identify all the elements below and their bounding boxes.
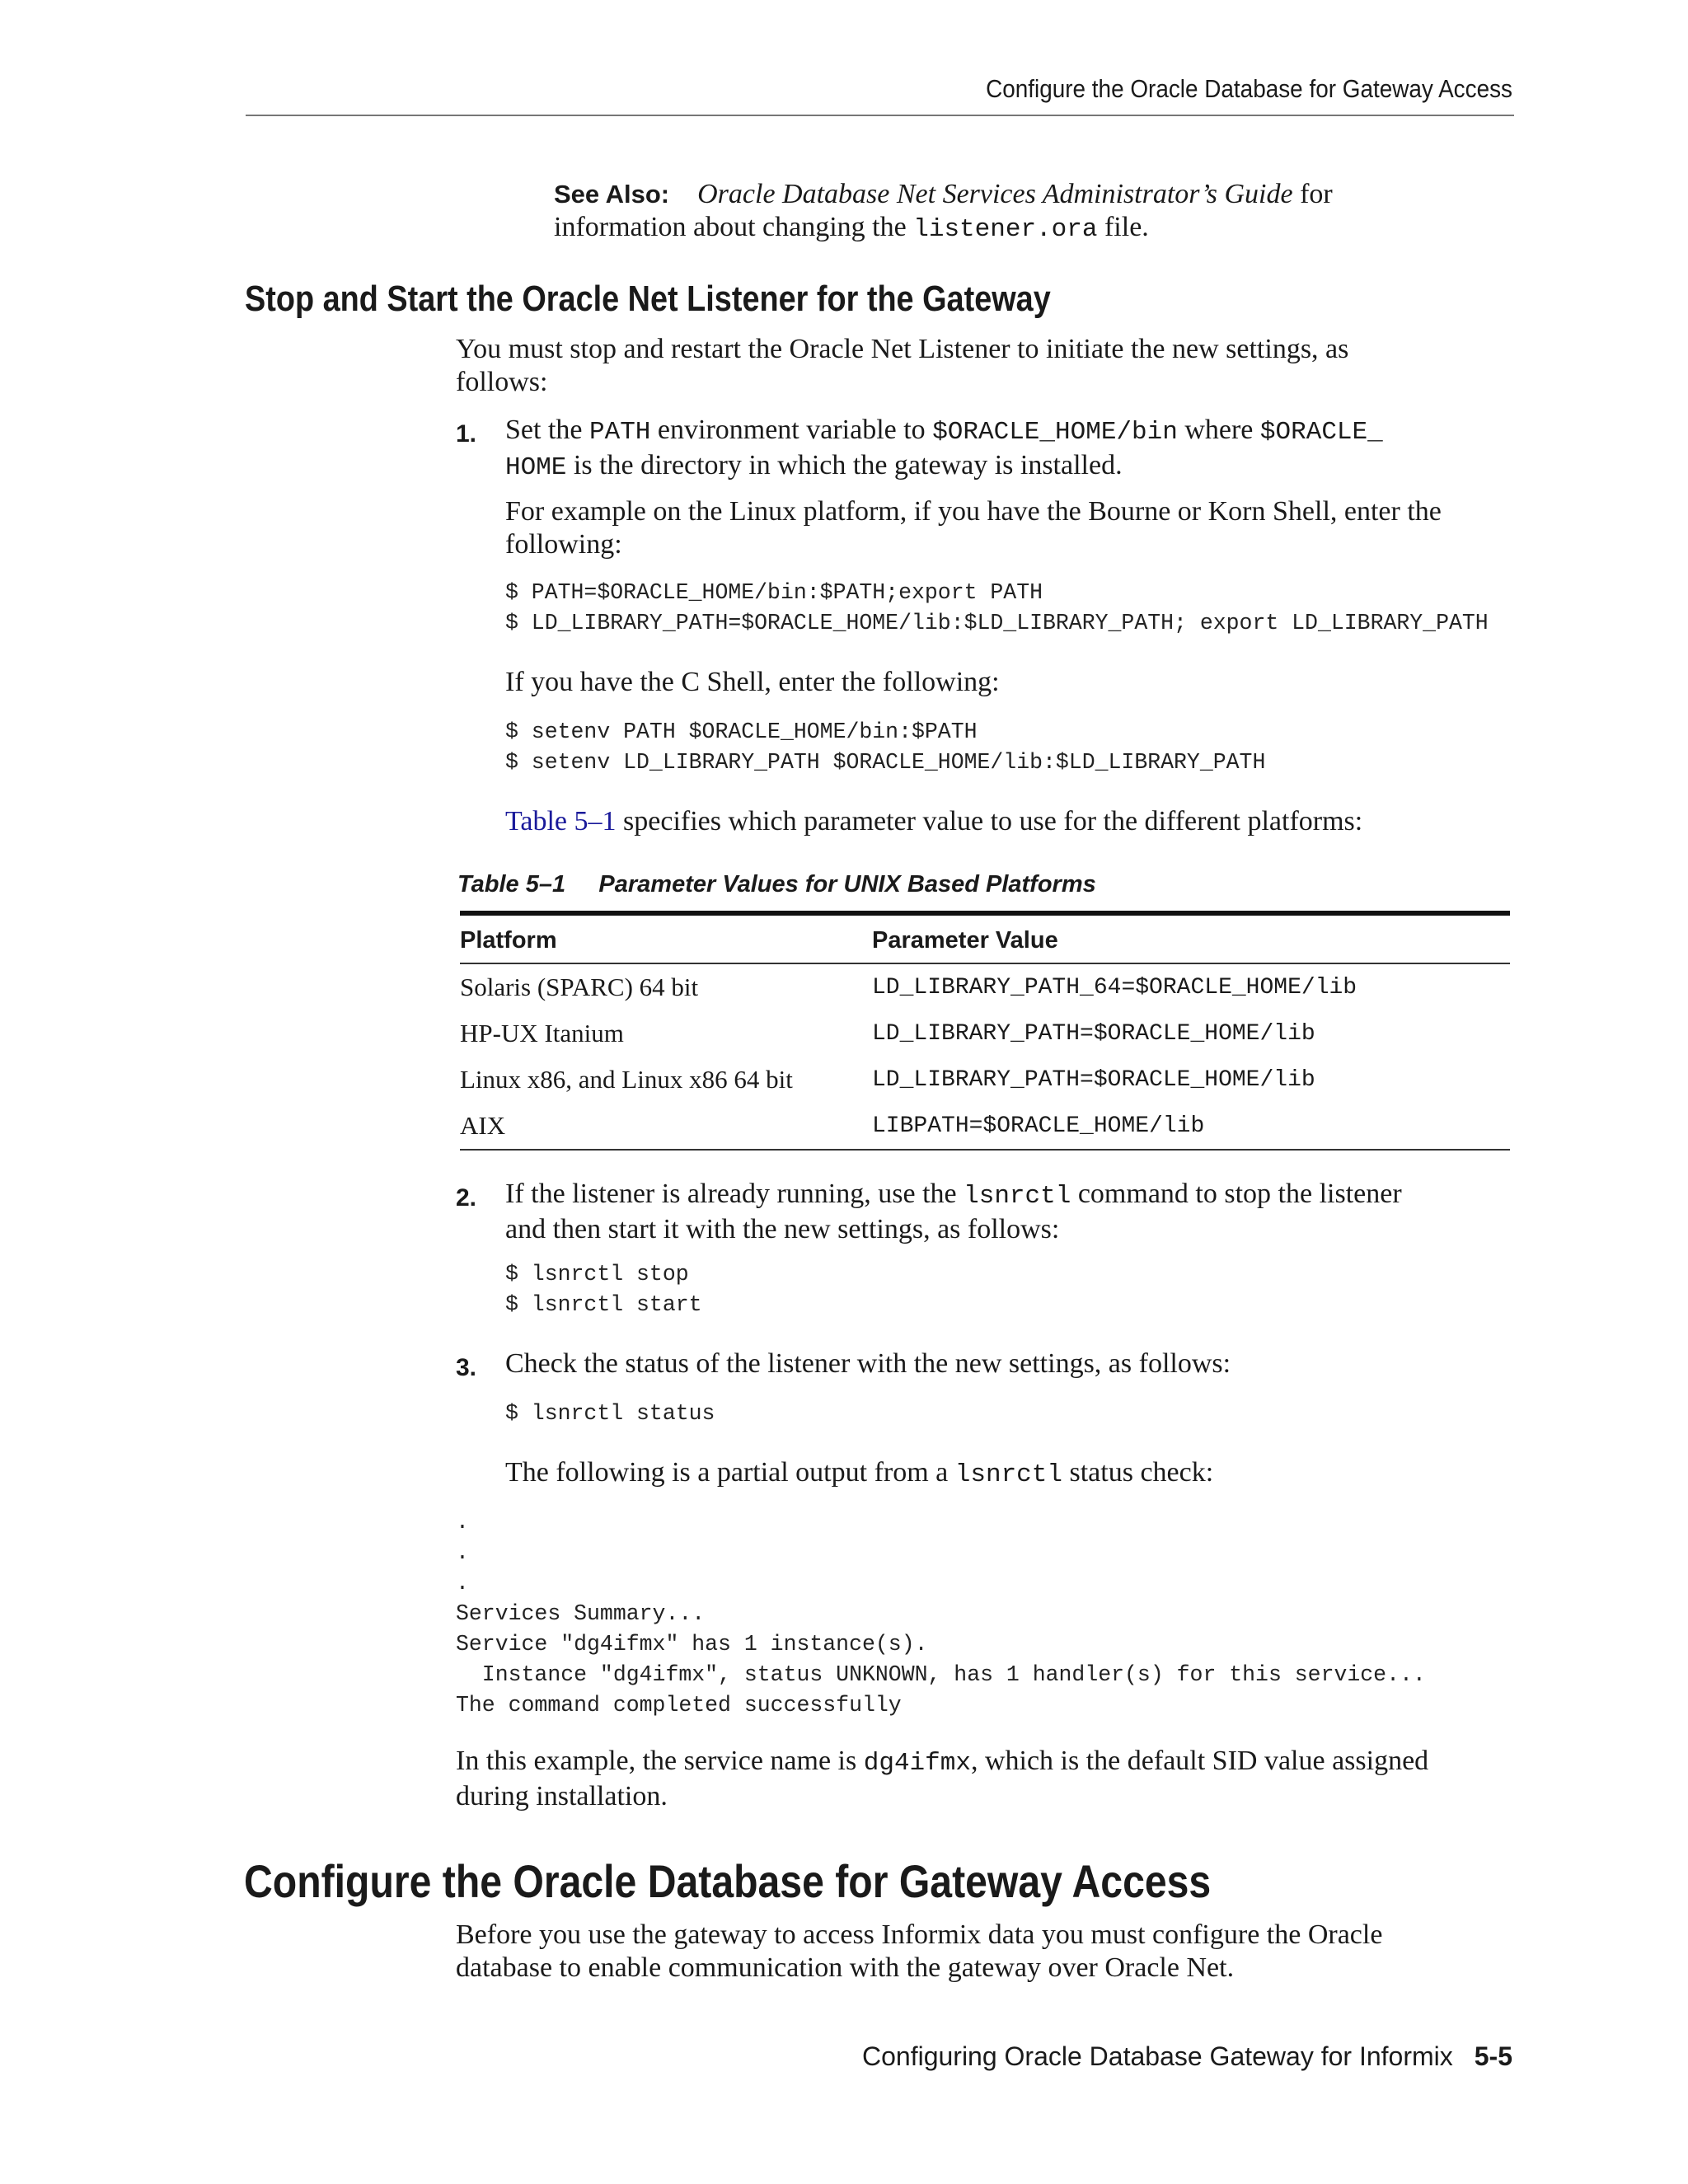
parameter-value-cell: LD_LIBRARY_PATH=$ORACLE_HOME/lib (872, 1020, 1315, 1047)
step1-text-part: Set the (505, 415, 589, 445)
step2-text (505, 1178, 1519, 1246)
service-name: dg4ifmx (863, 1749, 971, 1778)
section2-line: Before you use the gateway to access Informix data you must configure the Oracle (456, 1919, 1383, 1950)
table-row (460, 963, 1510, 1010)
step-number: 2. (456, 1184, 477, 1212)
step2-text-part: and then start it with the new settings, as follows: (505, 1214, 1060, 1244)
see-also-text: file. (1097, 212, 1149, 242)
oracle-home-var: $ORACLE_ (1259, 418, 1383, 447)
step1-example (505, 495, 1519, 561)
table-reference-text (505, 805, 1362, 838)
partial-output-part: status check: (1062, 1457, 1214, 1488)
note-part: during installation. (456, 1781, 668, 1811)
oracle-home-bin: $ORACLE_HOME/bin (932, 418, 1178, 447)
step1-text-part: is the directory in which the gateway is installed. (566, 450, 1123, 480)
section-intro (456, 333, 1519, 399)
table-row (460, 1057, 1510, 1103)
page-footer (247, 2041, 1512, 2072)
example-line: For example on the Linux platform, if you have the Bourne or Korn Shell, enter the (505, 496, 1442, 527)
step2-text-part: If the listener is already running, use the (505, 1179, 964, 1209)
platform-cell: Solaris (SPARC) 64 bit (460, 972, 699, 1001)
header-rule (246, 115, 1514, 116)
bourne-shell-code: $ PATH=$ORACLE_HOME/bin:$PATH;export PATH $ LD_LIBRARY_PATH=$ORACLE_HOME/lib:$LD_LIBRARY_PATH; export LD_LIBRARY_PATH (505, 580, 1489, 635)
footer-book-title: Configuring Oracle Database Gateway for Informix (861, 2041, 1453, 2071)
parameter-value-cell: LIBPATH=$ORACLE_HOME/lib (872, 1103, 1510, 1150)
table-caption (457, 871, 1096, 898)
partial-output-part: The following is a partial output from a (505, 1457, 955, 1488)
table-link[interactable]: Table 5–1 (505, 806, 617, 837)
note-part: , which is the default SID value assigned (970, 1746, 1429, 1776)
lsnrctl-stop-start-code: $ lsnrctl stop $ lsnrctl start (505, 1262, 702, 1317)
lsnrctl-status-code: $ lsnrctl status (505, 1401, 715, 1426)
section2-line: database to enable communication with the gateway over Oracle Net. (456, 1952, 1235, 1983)
platform-cell: AIX (460, 1103, 872, 1150)
see-also-label: See Also: (554, 180, 670, 209)
step1-text-part: where (1177, 415, 1260, 445)
intro-line: follows: (456, 367, 548, 397)
lsnrctl-command: lsnrctl (964, 1182, 1071, 1211)
step3-text: Check the status of the listener with the new settings, as follows: (505, 1348, 1231, 1379)
table-header-row (460, 913, 1510, 963)
chapter-section-heading: Configure the Oracle Database for Gateway Access (244, 1855, 1212, 1907)
table-caption-title: Parameter Values for UNIX Based Platforms (598, 871, 1096, 898)
step1-text (505, 414, 1519, 485)
see-also-book-title: Oracle Database Net Services Administrator’s Guide (697, 179, 1293, 209)
table-caption-number: Table 5–1 (457, 871, 566, 898)
path-variable: PATH (588, 418, 651, 447)
section-heading: Stop and Start the Oracle Net Listener for the Gateway (245, 279, 1051, 319)
table-reference-rest: specifies which parameter value to use for the different platforms: (616, 806, 1363, 837)
step-number: 1. (456, 420, 477, 448)
c-shell-text: If you have the C Shell, enter the following: (505, 667, 1000, 697)
service-name-note (456, 1745, 1519, 1813)
table-row (460, 1010, 1510, 1057)
status-output-code: . . . Services Summary... Service "dg4ifmx" has 1 instance(s). Instance "dg4ifmx", status UNKNOWN, has 1 handler(s) for this service... The command completed successfully (456, 1510, 1426, 1718)
step1-text-part: environment variable to (650, 415, 933, 445)
running-header: Configure the Oracle Database for Gateway Access (986, 74, 1512, 103)
table-header-cell: Parameter Value (872, 913, 1510, 963)
example-line: following: (505, 529, 622, 560)
see-also-note (554, 178, 1502, 246)
c-shell-code: $ setenv PATH $ORACLE_HOME/bin:$PATH $ setenv LD_LIBRARY_PATH $ORACLE_HOME/lib:$LD_LIBRARY_PATH (505, 719, 1266, 775)
platform-cell: HP-UX Itanium (460, 1019, 624, 1047)
parameter-value-cell: LD_LIBRARY_PATH=$ORACLE_HOME/lib (872, 1066, 1315, 1093)
see-also-text: information about changing the (554, 212, 914, 242)
parameter-table (460, 911, 1510, 1151)
listener-ora-filename: listener.ora (913, 215, 1098, 244)
platform-cell: Linux x86, and Linux x86 64 bit (460, 1065, 793, 1094)
section2-body (456, 1919, 1519, 1985)
intro-line: You must stop and restart the Oracle Net Listener to initiate the new settings, as (456, 334, 1349, 364)
step-number: 3. (456, 1354, 477, 1381)
step2-text-part: command to stop the listener (1071, 1179, 1402, 1209)
lsnrctl-command: lsnrctl (954, 1460, 1062, 1489)
note-part: In this example, the service name is (456, 1746, 864, 1776)
page-number: 5-5 (1474, 2041, 1512, 2071)
table-header-cell: Platform (460, 913, 872, 963)
table-row (460, 1103, 1510, 1150)
oracle-home-var: HOME (505, 453, 567, 482)
partial-output-text (505, 1456, 1213, 1492)
see-also-text: for (1292, 179, 1333, 209)
parameter-value-cell: LD_LIBRARY_PATH_64=$ORACLE_HOME/lib (872, 974, 1357, 1001)
